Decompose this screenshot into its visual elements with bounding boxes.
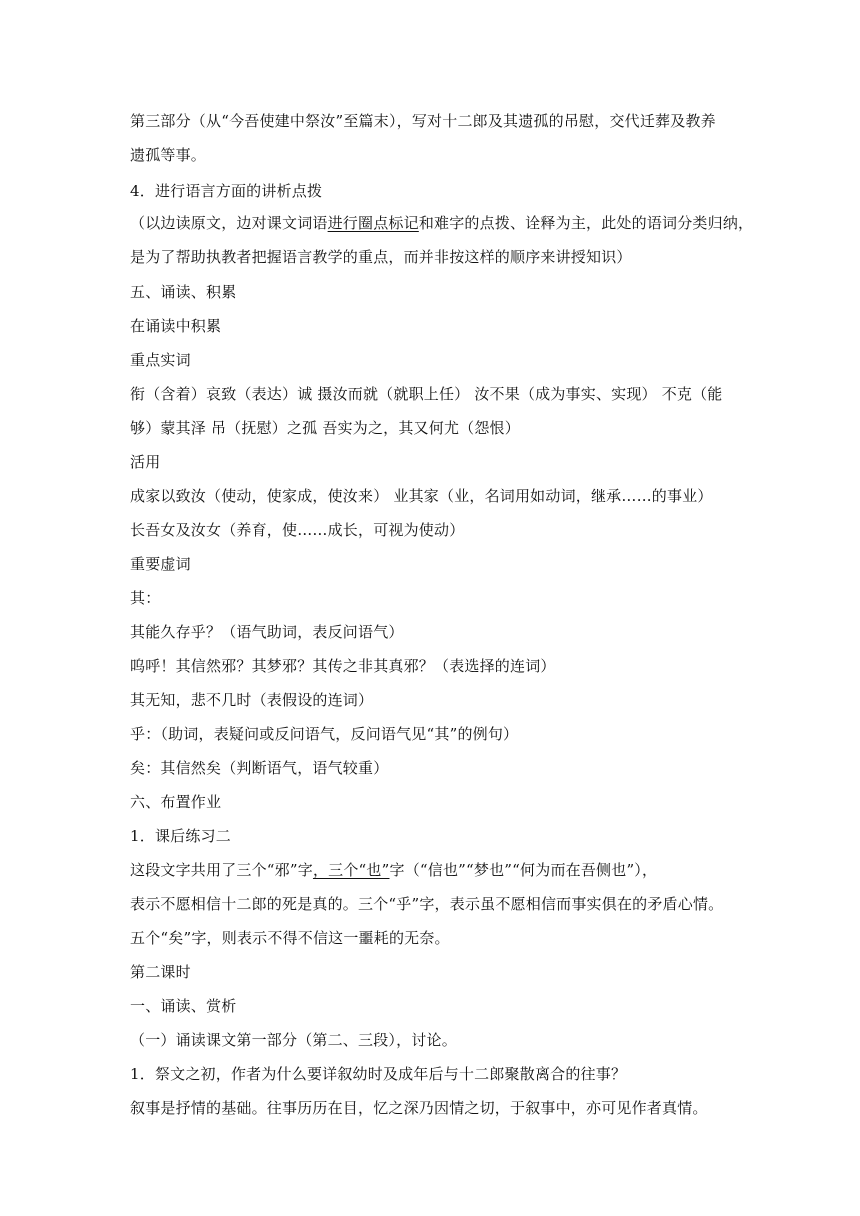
text-line: 乎：（助词，表疑问或反问语气，反问语气见“其”的例句） [130, 725, 519, 743]
underlined-text: 进行圈点标记 [327, 214, 419, 232]
text-line: 衔（含着）哀致（表达）诚 摄汝而就（就职上任） 汝不果（成为事实、实现） 不克（能 [130, 385, 723, 403]
text-line: 1．课后练习二 [130, 827, 231, 845]
text-line: 是为了帮助执教者把握语言教学的重点，而并非按这样的顺序来讲授知识） [130, 248, 632, 266]
text-line: 第三部分（从“今吾使建中祭汝”至篇末），写对十二郎及其遗孤的吊慰，交代迁葬及教养 [130, 112, 716, 130]
subheading: 重点实词 [130, 351, 191, 369]
lesson-heading: 第二课时 [130, 963, 191, 981]
text-line: 呜呼！其信然邪？其梦邪？其传之非其真邪？（表选择的连词） [130, 657, 556, 675]
underlined-text: ，三个“也” [312, 861, 390, 879]
subheading: 重要虚词 [130, 555, 191, 573]
subheading: 活用 [130, 453, 161, 471]
section-heading: 五、诵读、积累 [130, 283, 237, 301]
text-line: 其无知，悲不几时（表假设的连词） [130, 691, 374, 709]
text-line: 够）蒙其泽 吊（抚慰）之孤 吾实为之，其又何尤（怨恨） [130, 419, 520, 437]
text-segment: 和难字的点拨、诠释为主，此处的语词分类归纳， [418, 214, 754, 232]
text-line: 遗孤等事。 [130, 146, 207, 164]
text-segment: 这段文字共用了三个“邪”字 [130, 861, 313, 879]
text-line: 叙事是抒情的基础。往事历历在目，忆之深乃因情之切，于叙事中，亦可见作者真情。 [130, 1099, 708, 1117]
text-line: 成家以致汝（使动，使家成，使汝来） 业其家（业，名词用如动词，继承……的事业） [130, 487, 713, 505]
text-segment: 字（“信也”“梦也”“何为而在吾侧也”）， [389, 861, 658, 879]
text-line: 其能久存乎？（语气助词，表反问语气） [130, 623, 404, 641]
section-step-heading: 4．进行语言方面的讲析点拨 [130, 182, 323, 200]
text-line: 其： [130, 589, 161, 607]
section-heading: 一、诵读、赏析 [130, 997, 237, 1015]
text-line: 1．祭文之初，作者为什么要详叙幼时及成年后与十二郎聚散离合的往事？ [130, 1065, 627, 1083]
text-line [130, 213, 754, 233]
text-line: 长吾女及汝女（养育，使……成长，可视为使动） [130, 521, 465, 539]
section-heading: 六、布置作业 [130, 793, 222, 811]
text-line: 矣：其信然矣（判断语气，语气较重） [130, 759, 389, 777]
text-line: 表示不愿相信十二郎的死是真的。三个“乎”字，表示虽不愿相信而事实俱在的矛盾心情。 [130, 895, 724, 913]
text-line: （一）诵读课文第一部分（第二、三段），讨论。 [130, 1031, 457, 1049]
text-line: 五个“矣”字，则表示不得不信这一噩耗的无奈。 [130, 929, 450, 947]
text-segment: （以边读原文，边对课文词语 [130, 214, 328, 232]
text-line [130, 860, 730, 880]
text-line: 在诵读中积累 [130, 317, 222, 335]
